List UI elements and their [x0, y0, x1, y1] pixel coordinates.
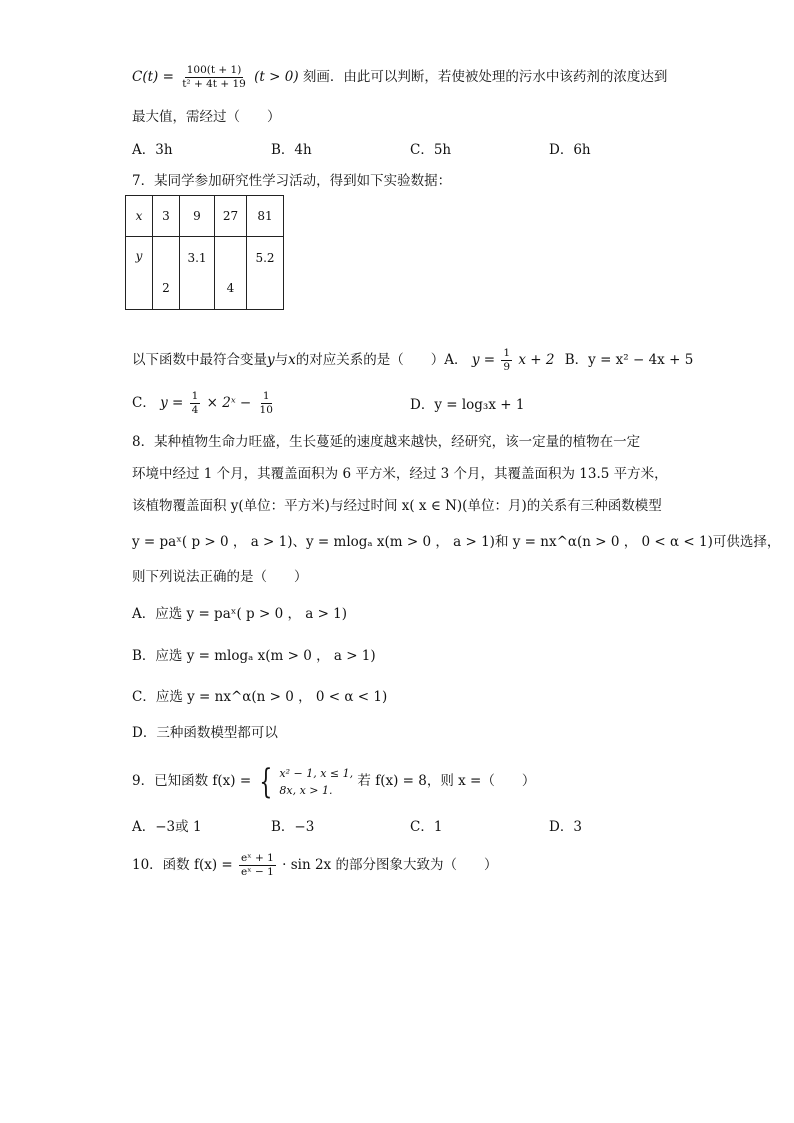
q10-fraction	[239, 852, 276, 879]
q8-line2: 环境中经过 1 个月，其覆盖面积为 6 平方米，经过 3 个月，其覆盖面积为 13.5 平方米，	[132, 466, 668, 482]
q8-line4: y = paˣ( p > 0 ， a > 1)、y = mlogₐ x(m > 0 ， a > 1)和 y = nx^α(n > 0 ， 0 < α < 1)可供选择，	[132, 534, 781, 550]
q7-question-post: 的对应关系的是（ ）A．	[295, 352, 468, 368]
q7-option-a-num: 1	[503, 347, 511, 359]
q6-denominator: t² + 4t + 19	[182, 78, 246, 90]
q9-case1: x² − 1, x ≤ 1,	[279, 766, 354, 780]
q7-option-c-label: C．	[132, 395, 156, 411]
q6-condition: (t > 0)	[254, 69, 299, 85]
q6-numerator: 100(t + 1)	[186, 64, 242, 76]
q7-option-c-num1: 1	[191, 390, 199, 402]
q6-text2: 最大值，需经过（ ）	[132, 109, 281, 125]
q9-option-b: B．−3	[271, 819, 315, 835]
q7-question-line	[132, 347, 693, 374]
q8-option-a: A．应选 y = paˣ( p > 0 ， a > 1)	[132, 606, 348, 622]
q7-option-c-den1: 4	[191, 404, 199, 416]
q7-option-c	[132, 390, 277, 417]
q9-piecewise-cases	[279, 765, 353, 799]
q6-option-d: D．6h	[549, 142, 591, 158]
q9-stem	[132, 762, 535, 800]
q6-fraction	[180, 64, 248, 91]
q7-question-pre: 以下函数中最符合变量	[132, 352, 267, 368]
table-cell: 81	[247, 196, 284, 237]
q6-text1: 刻画．由此可以判断，若使被处理的污水中该药剂的浓度达到	[302, 69, 668, 85]
q10-pre: 10．函数 f(x) =	[132, 857, 233, 873]
q7-question-mid: 与	[274, 352, 289, 368]
q6-formula-lhs: C(t) =	[132, 69, 174, 85]
q7-option-a-pre: y =	[471, 352, 496, 368]
q8-option-c: C．应选 y = nx^α(n > 0 ， 0 < α < 1)	[132, 689, 388, 705]
q7-option-c-fraction1	[190, 390, 201, 417]
q7-option-c-den2: 10	[259, 404, 273, 416]
q10-denominator: eˣ − 1	[241, 866, 274, 878]
q10-stem	[132, 852, 497, 879]
table-cell: 2	[153, 237, 180, 310]
q10-numerator: eˣ + 1	[241, 852, 274, 864]
q6-formula-line	[132, 64, 667, 91]
table-cell: 9	[180, 196, 215, 237]
q7-data-table	[125, 195, 284, 310]
table-cell: 4	[215, 237, 247, 310]
q7-var-x: x	[288, 352, 296, 368]
table-cell: 3.1	[180, 237, 215, 310]
q7-option-a-den: 9	[503, 361, 511, 373]
q7-option-b: B．y = x² − 4x + 5	[564, 352, 694, 368]
q9-post: 若 f(x) = 8，则 x =（ ）	[357, 773, 536, 789]
table-cell: y	[126, 237, 153, 310]
q7-option-c-num2: 1	[262, 390, 270, 402]
table-cell: x	[126, 196, 153, 237]
table-cell: 27	[215, 196, 247, 237]
q8-option-b: B．应选 y = mlogₐ x(m > 0 ， a > 1)	[132, 648, 376, 664]
q8-line5: 则下列说法正确的是（ ）	[132, 569, 308, 585]
q6-option-a: A．3h	[132, 142, 173, 158]
q6-option-b: B．4h	[271, 142, 312, 158]
table-cell: 3	[153, 196, 180, 237]
q7-stem: 7．某同学参加研究性学习活动，得到如下实验数据：	[132, 173, 452, 189]
left-brace-icon: {	[259, 761, 273, 802]
q7-option-c-pre: y =	[160, 395, 184, 411]
q8-option-d: D．三种函数模型都可以	[132, 725, 278, 741]
q7-option-a-fraction	[501, 347, 512, 374]
q7-option-c-mid: × 2ˣ −	[206, 395, 252, 411]
q8-line3: 该植物覆盖面积 y(单位：平方米)与经过时间 x( x ∈ N)(单位：月)的关系有三种函数模型	[132, 498, 662, 514]
q7-var-y: y	[267, 352, 275, 368]
q9-pre: 9．已知函数 f(x) =	[132, 773, 252, 789]
q9-option-a: A．−3或 1	[132, 819, 202, 835]
q9-option-c: C．1	[410, 819, 443, 835]
q7-option-a-post: x + 2	[518, 352, 555, 368]
q7-option-d: D．y = log₃x + 1	[410, 397, 525, 413]
q9-case2: 8x, x > 1.	[279, 783, 333, 797]
table-row	[126, 196, 284, 237]
q9-option-d: D．3	[549, 819, 582, 835]
q8-line1: 8．某种植物生命力旺盛，生长蔓延的速度越来越快，经研究，该一定量的植物在一定	[132, 434, 641, 450]
table-cell: 5.2	[247, 237, 284, 310]
q6-option-c: C．5h	[410, 142, 452, 158]
q7-option-c-fraction2	[258, 390, 275, 417]
table-row	[126, 237, 284, 310]
q10-post: · sin 2x 的部分图象大致为（ ）	[282, 857, 498, 873]
